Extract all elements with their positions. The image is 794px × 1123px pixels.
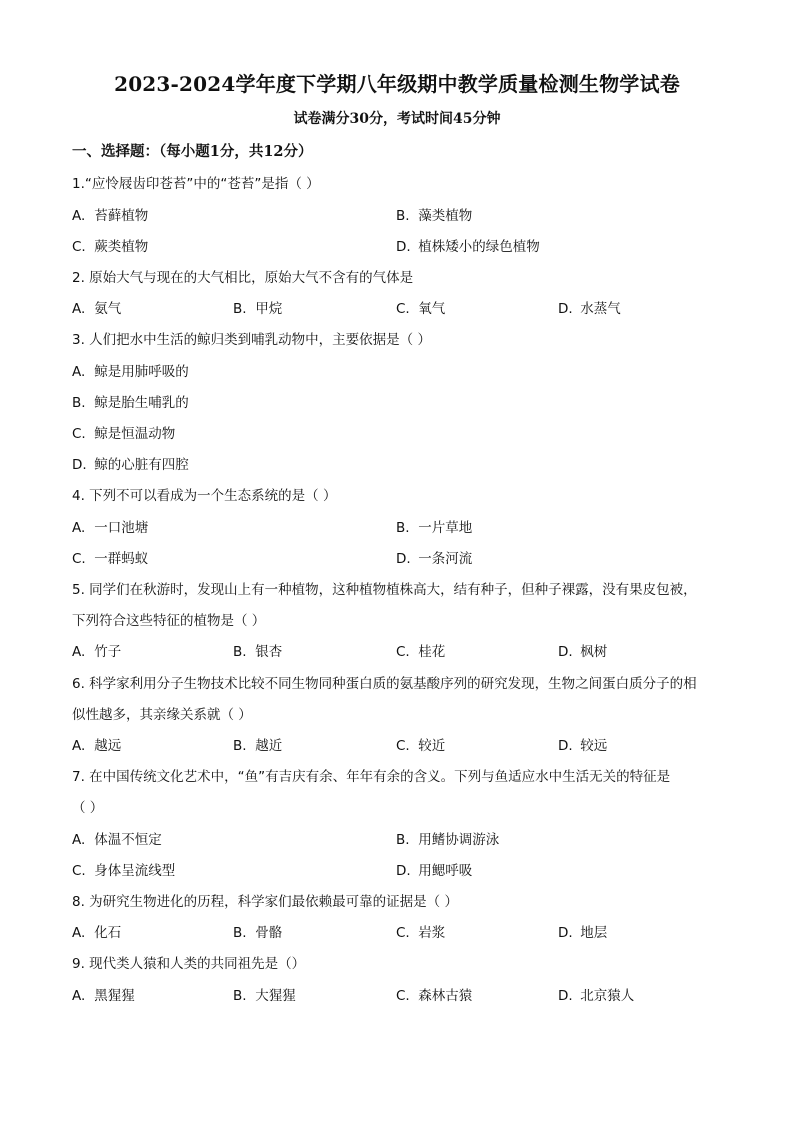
question-5-stem-line-2: 下列符合这些特征的植物是（ ） [72,613,266,629]
question-7-option-a: A. 体温不恒定 [72,832,162,848]
question-3-option-d: D. 鲸的心脏有四腔 [72,457,189,473]
question-6-option-b: B. 越近 [233,738,283,754]
question-7-stem-line-1: 7. 在中国传统文化艺术中，“鱼”有吉庆有余、年年有余的含义。下列与鱼适应水中生活无关的特征是 [72,769,671,785]
question-5-option-a: A. 竹子 [72,644,122,660]
section-heading: 一、选择题：（每小题1分，共12分） [72,143,313,160]
question-3-option-c: C. 鲸是恒温动物 [72,426,176,442]
question-9-stem: 9. 现代类人猿和人类的共同祖先是（） [72,956,306,972]
question-8-option-c: C. 岩浆 [396,925,446,941]
question-7-option-c: C. 身体呈流线型 [72,863,176,879]
question-5-stem-line-1: 5. 同学们在秋游时，发现山上有一种植物，这种植物植株高大，结有种子，但种子裸露，没有果皮包被， [72,582,697,598]
question-6-stem-line-2: 似性越多，其亲缘关系就（ ） [72,707,252,723]
question-9-option-b: B. 大猩猩 [233,988,296,1004]
question-7-stem-line-2: （ ） [72,800,104,816]
question-7-option-d: D. 用鳃呼吸 [396,863,473,879]
question-4-option-b: B. 一片草地 [396,520,473,536]
question-6-option-d: D. 较远 [558,738,608,754]
question-6-option-a: A. 越远 [72,738,122,754]
question-1-option-b: B. 藻类植物 [396,208,473,224]
question-1-stem: 1.“应怜屐齿印苍苔”中的“苍苔”是指（ ） [72,176,320,192]
question-6-option-c: C. 较近 [396,738,446,754]
question-7-option-b: B. 用鳍协调游泳 [396,832,500,848]
question-3-stem: 3. 人们把水中生活的鲸归类到哺乳动物中，主要依据是（ ） [72,332,431,348]
question-3-option-a: A. 鲸是用肺呼吸的 [72,364,189,380]
question-2-option-c: C. 氧气 [396,301,446,317]
question-8-option-d: D. 地层 [558,925,608,941]
question-8-option-b: B. 骨骼 [233,925,283,941]
question-2-option-b: B. 甲烷 [233,301,283,317]
question-4-option-c: C. 一群蚂蚁 [72,551,149,567]
question-1-option-c: C. 蕨类植物 [72,239,149,255]
question-5-option-d: D. 枫树 [558,644,608,660]
question-1-option-d: D. 植株矮小的绿色植物 [396,239,540,255]
question-5-option-b: B. 银杏 [233,644,283,660]
question-3-option-b: B. 鲸是胎生哺乳的 [72,395,189,411]
question-4-option-d: D. 一条河流 [396,551,473,567]
question-8-option-a: A. 化石 [72,925,122,941]
question-5-option-c: C. 桂花 [396,644,446,660]
exam-subtitle: 试卷满分30分，考试时间45分钟 [293,111,501,127]
question-8-stem: 8. 为研究生物进化的历程，科学家们最依赖最可靠的证据是（ ） [72,894,458,910]
question-4-option-a: A. 一口池塘 [72,520,149,536]
question-9-option-a: A. 黑猩猩 [72,988,135,1004]
question-2-option-a: A. 氨气 [72,301,122,317]
question-9-option-c: C. 森林古猿 [396,988,473,1004]
question-2-option-d: D. 水蒸气 [558,301,621,317]
question-2-stem: 2. 原始大气与现在的大气相比，原始大气不含有的气体是 [72,270,414,286]
exam-title: 2023-2024学年度下学期八年级期中教学质量检测生物学试卷 [114,72,680,96]
question-4-stem: 4. 下列不可以看成为一个生态系统的是（ ） [72,488,337,504]
question-6-stem-line-1: 6. 科学家利用分子生物技术比较不同生物同种蛋白质的氨基酸序列的研究发现，生物之间蛋白质分子的相 [72,676,697,692]
question-9-option-d: D. 北京猿人 [558,988,635,1004]
question-1-option-a: A. 苔藓植物 [72,208,149,224]
